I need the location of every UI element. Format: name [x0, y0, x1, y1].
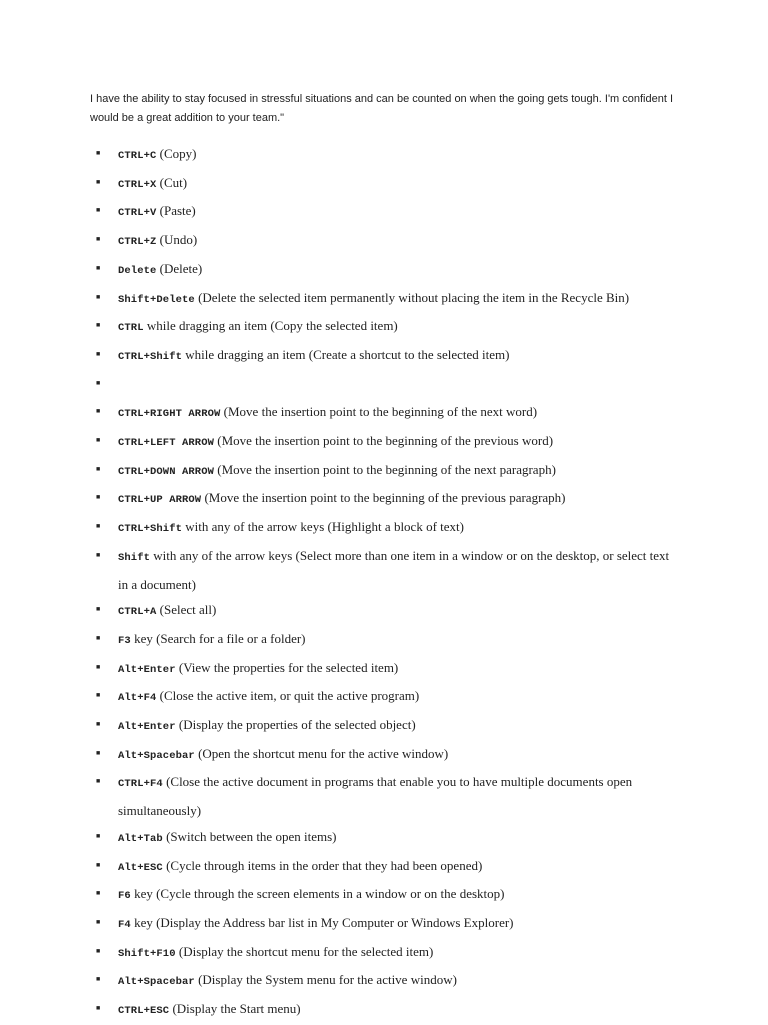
shortcut-description: (Cycle through items in the order that they had been opened): [162, 857, 483, 873]
bullet-icon: ■: [96, 407, 101, 416]
shortcut-key: Shift+F10: [118, 947, 176, 960]
list-item: [0, 996, 768, 1025]
list-item: [0, 939, 768, 968]
list-item: [0, 141, 768, 170]
list-item: [0, 514, 768, 543]
shortcut-key: F3: [118, 634, 131, 647]
shortcut-key: Shift: [118, 551, 151, 564]
shortcut-description: (Move the insertion point to the beginning of the next word): [220, 404, 538, 420]
list-item: [0, 741, 768, 770]
list-item: [0, 712, 768, 741]
shortcut-description: (Cut): [156, 174, 188, 190]
shortcut-key: CTRL+X: [118, 178, 157, 191]
bullet-icon: ■: [96, 149, 101, 157]
bullet-icon: ■: [96, 633, 101, 642]
shortcut-key: CTRL+UP ARROW: [118, 494, 202, 507]
bullet-icon: ■: [96, 378, 101, 387]
list-item: [0, 881, 768, 910]
bullet-icon: ■: [96, 605, 101, 614]
list-item: [0, 198, 768, 227]
shortcut-key: CTRL+C: [118, 150, 157, 162]
shortcut-key: CTRL+LEFT ARROW: [118, 437, 215, 450]
bullet-icon: ■: [96, 493, 101, 502]
list-item: [0, 824, 768, 853]
list-item: [0, 227, 768, 256]
list-item: [0, 342, 768, 371]
shortcut-key: Alt+Tab: [118, 832, 163, 845]
shortcut-key: CTRL+F4: [118, 778, 163, 791]
shortcut-key: Alt+Spacebar: [118, 976, 195, 989]
shortcut-key: CTRL+Shift: [118, 523, 183, 536]
shortcut-key: CTRL+A: [118, 606, 157, 619]
intro-paragraph: I have the ability to stay focused in stressful situations and can be counted on when the going gets tough. I'm confident I would be a great addition to your team.": [90, 93, 674, 124]
shortcut-key: Alt+F4: [118, 692, 157, 705]
shortcut-description: key (Search for a file or a folder): [130, 630, 306, 646]
bullet-icon: ■: [96, 436, 101, 445]
list-item: [0, 910, 768, 939]
bullet-icon: ■: [96, 917, 101, 926]
list-item: [0, 655, 768, 684]
list-item: [0, 428, 768, 457]
shortcut-description: (Display the Start menu): [169, 1001, 301, 1017]
bullet-icon: ■: [96, 860, 101, 869]
list-item: [0, 457, 768, 486]
bullet-icon: ■: [96, 720, 101, 729]
shortcut-list: [0, 141, 768, 1025]
shortcut-key: CTRL+V: [118, 207, 157, 220]
shortcut-description: (Display the System menu for the active window): [194, 972, 457, 988]
bullet-icon: ■: [96, 349, 101, 358]
shortcut-description: (Move the insertion point to the beginning of the next paragraph): [214, 461, 556, 477]
shortcut-description: with any of the arrow keys (Select more than one item in a window or on the desktop, or select text in a document): [118, 547, 670, 592]
list-item: [0, 485, 768, 514]
shortcut-key: CTRL+RIGHT ARROW: [118, 408, 221, 421]
shortcut-description: (Display the shortcut menu for the selected item): [175, 943, 434, 959]
shortcut-description: (Switch between the open items): [162, 828, 337, 844]
list-item: [0, 285, 768, 314]
shortcut-description: (Open the shortcut menu for the active window): [194, 745, 449, 761]
shortcut-description: (Delete): [156, 260, 203, 276]
shortcut-description: (Select all): [156, 602, 217, 618]
shortcut-key: Delete: [118, 264, 157, 277]
shortcut-key: F4: [118, 918, 131, 931]
list-item: [0, 371, 768, 400]
shortcut-description: (Copy): [156, 146, 197, 161]
shortcut-key: CTRL+DOWN ARROW: [118, 465, 215, 478]
list-item: [0, 597, 768, 626]
shortcut-key: Shift+Delete: [118, 293, 195, 306]
shortcut-key: CTRL+ESC: [118, 1005, 170, 1018]
shortcut-description: (Close the active document in programs that enable you to have multiple documents open simultaneously): [118, 774, 633, 819]
shortcut-description: (Undo): [156, 232, 198, 248]
shortcut-key: Alt+Enter: [118, 721, 176, 734]
list-item: [0, 769, 768, 823]
shortcut-description: (Paste): [156, 203, 196, 219]
shortcut-description: (Delete the selected item permanently without placing the item in the Recycle Bin): [194, 289, 630, 305]
bullet-icon: ■: [96, 206, 101, 215]
bullet-icon: ■: [96, 777, 101, 786]
list-item: [0, 399, 768, 428]
list-item: [0, 170, 768, 199]
shortcut-description: (Close the active item, or quit the active program): [156, 688, 420, 704]
shortcut-description: while dragging an item (Copy the selected item): [143, 318, 398, 334]
bullet-icon: ■: [96, 691, 101, 700]
shortcut-description: while dragging an item (Create a shortcut to the selected item): [182, 346, 510, 362]
shortcut-key: CTRL: [118, 322, 144, 335]
bullet-icon: ■: [96, 522, 101, 531]
shortcut-description: with any of the arrow keys (Highlight a block of text): [182, 519, 464, 535]
bullet-icon: ■: [96, 464, 101, 473]
shortcut-description: (Move the insertion point to the beginning of the previous word): [214, 433, 554, 449]
shortcut-key: Alt+ESC: [118, 861, 163, 874]
bullet-icon: ■: [96, 975, 101, 984]
bullet-icon: ■: [96, 831, 101, 840]
list-item: [0, 683, 768, 712]
list-item: [0, 543, 768, 597]
bullet-icon: ■: [96, 662, 101, 671]
bullet-icon: ■: [96, 946, 101, 955]
shortcut-description: key (Cycle through the screen elements in a window or on the desktop): [130, 886, 505, 902]
shortcut-description: (Display the properties of the selected object): [175, 717, 416, 733]
list-item: [0, 967, 768, 996]
bullet-icon: ■: [96, 235, 101, 244]
shortcut-key: Alt+Enter: [118, 663, 176, 676]
shortcut-key: F6: [118, 890, 131, 903]
bullet-icon: ■: [96, 321, 101, 330]
list-item: [0, 853, 768, 882]
list-item: [0, 256, 768, 285]
bullet-icon: ■: [96, 263, 101, 272]
shortcut-description: (Move the insertion point to the beginning of the previous paragraph): [201, 490, 566, 506]
bullet-icon: ■: [96, 177, 101, 186]
shortcut-description: (View the properties for the selected item): [175, 659, 399, 675]
bullet-icon: ■: [96, 1004, 101, 1013]
list-item: [0, 626, 768, 655]
bullet-icon: ■: [96, 550, 101, 559]
shortcut-key: CTRL+Shift: [118, 350, 183, 363]
list-item: [0, 313, 768, 342]
shortcut-key: CTRL+Z: [118, 236, 157, 249]
shortcut-description: key (Display the Address bar list in My Computer or Windows Explorer): [130, 914, 514, 930]
shortcut-key: Alt+Spacebar: [118, 749, 195, 762]
bullet-icon: ■: [96, 889, 101, 898]
bullet-icon: ■: [96, 748, 101, 757]
bullet-icon: ■: [96, 292, 101, 301]
